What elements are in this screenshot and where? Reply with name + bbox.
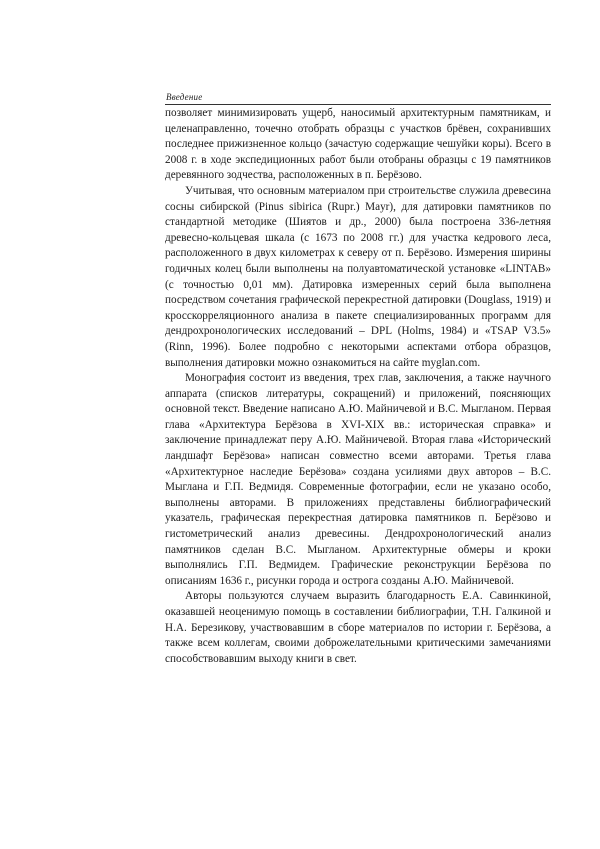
paragraph-structure: Монография состоит из введения, трех глав, заключения, а также научного аппарата (списков литературы, сокращений) и приложений, поясняющих основной текст. Введение написано А.Ю. Майничевой и В.С. Мыгланом. Первая глава «Архитектура Берёзова в XVI-XIX вв.: историческая справка» и заключение принадлежат перу А.Ю. Майничевой. Вторая глава «Исторический ландшафт Берёзова» написан совместно всеми авторами. Третья глава «Архитектурное наследие Берёзова» создана усилиями двух авторов – В.С. Мыглана и Г.П. Ведмидя. Современные фотографии, если не указано особо, выполнены авторами. В приложениях представлены библиографический указатель, графическая перекрестная датировка памятников п. Берёзово и гистометрический анализ древесины. Дендрохронологический анализ памятников сделан В.С. Мыгланом. Архитектурные обмеры и кроки выполнялись Г.П. Ведмидем. Графические реконструкции Берёзова по описаниям 1636 г., рисунки города и острога созданы А.Ю. Майничевой. (165, 372, 551, 587)
paragraph-acknowledgements: Авторы пользуются случаем выразить благодарность Е.А. Савинкиной, оказавшей неоценимую помощь в составлении библиографии, Т.Н. Галкиной и Н.А. Березикову, участвовавшим в сборе материалов по истории г. Берёзова, а также всем коллегам, своими доброжелательными критическими замечаниями способствовавшим выходу книги в свет. (165, 590, 551, 665)
paragraph-methods: Учитывая, что основным материалом при строительстве служила древесина сосны сибирской (Pinus sibirica (Rupr.) Mayr), для датировки памятников по стандартной методике (Шиятов и др., 2000) была построена 336-летняя древесно-кольцевая шкала (с 1673 по 2008 гг.) для участка кедрового леса, расположенного в двух километрах к северу от п. Берёзово. Измерения ширины годичных колец были выполнены на полуавтоматической установке «LINTAB» (с точностью 0,01 мм). Датировка измеренных серий была выполнена посредством сочетания графической перекрестной датировки (Douglass, 1919) и кросскорреляционного анализа в пакете специализированных программ для дендрохронологических исследований – DPL (Holms, 1984) и «TSAP V3.5» (Rinn, 1996). Более подробно с некоторыми аспектами отбора образцов, выполнения датировки можно ознакомиться на сайте myglan.com. (165, 184, 551, 369)
body-text (165, 106, 551, 667)
running-head-title: Введение (166, 92, 203, 102)
header-rule (165, 104, 551, 105)
paragraph-continuation: позволяет минимизировать ущерб, наносимый архитектурным памятникам, и целенаправленно, точечно отобрать образцы с участков брёвен, сохранивших последнее прижизненное кольцо (зачастую содержащие чешуйки коры). Всего в 2008 г. в ходе экспедиционных работ были отобраны образцы с 19 памятников деревянного зодчества, расположенных в п. Берёзово. (165, 107, 551, 182)
